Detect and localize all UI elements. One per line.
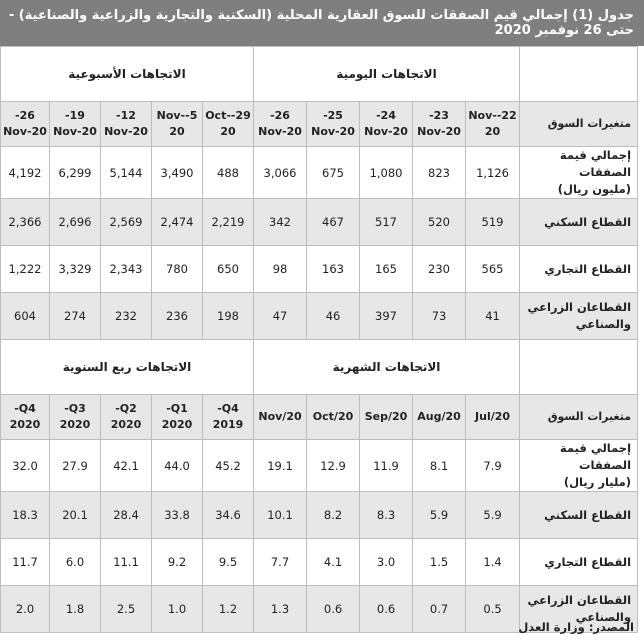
row-label: القطاع التجاري: [520, 246, 638, 293]
table-row: [1, 199, 638, 246]
col-header-daily: 25-Nov-20: [307, 102, 360, 147]
table-title: جدول (1) إجمالي قيم الصفقات للسوق العقارية المحلية (السكنية والتجارية والزراعية والصناعية) - حتى 26 نوفمبر 2020: [8, 8, 634, 38]
cell: 19.1: [254, 440, 307, 492]
section1-group-row: [1, 47, 638, 102]
cell: 11.9: [360, 440, 413, 492]
col-header-quarterly: Q2- 2020: [101, 395, 152, 440]
cell: 519: [466, 199, 520, 246]
col-header-daily: 26-Nov-20: [254, 102, 307, 147]
real-estate-table: [0, 46, 638, 633]
col-header-monthly: Aug/20: [413, 395, 466, 440]
cell: 27.9: [50, 440, 101, 492]
cell: 8.2: [307, 492, 360, 539]
col-header-weekly: 12-Nov-20: [101, 102, 152, 147]
col-header-daily: 23-Nov-20: [413, 102, 466, 147]
cell: 1.3: [254, 586, 307, 633]
row-header-market-variables: متغيرات السوق: [520, 395, 638, 440]
row-label: القطاعان الزراعي والصناعي: [520, 586, 638, 633]
cell: 46: [307, 293, 360, 340]
section2-header-row: [1, 395, 638, 440]
table-row: [1, 246, 638, 293]
col-header-quarterly: Q3- 2020: [50, 395, 101, 440]
cell: 28.4: [101, 492, 152, 539]
cell: 236: [152, 293, 203, 340]
cell: 41: [466, 293, 520, 340]
group-quarterly: الاتجاهات ربع السنوية: [1, 340, 254, 395]
cell: 6.0: [50, 539, 101, 586]
cell: 8.1: [413, 440, 466, 492]
cell: 0.6: [307, 586, 360, 633]
cell: 5.9: [466, 492, 520, 539]
cell: 1.5: [413, 539, 466, 586]
cell: 650: [203, 246, 254, 293]
cell: 2.0: [1, 586, 50, 633]
section2-group-row: [1, 340, 638, 395]
cell: 342: [254, 199, 307, 246]
col-header-weekly: 5-Nov-20: [152, 102, 203, 147]
cell: 1,080: [360, 147, 413, 199]
cell: 9.2: [152, 539, 203, 586]
cell: 0.7: [413, 586, 466, 633]
col-header-weekly: 26-Nov-20: [1, 102, 50, 147]
cell: 163: [307, 246, 360, 293]
cell: 780: [152, 246, 203, 293]
cell: 20.1: [50, 492, 101, 539]
cell: 1.2: [203, 586, 254, 633]
cell: 33.8: [152, 492, 203, 539]
cell: 397: [360, 293, 413, 340]
table-row: [1, 539, 638, 586]
cell: 2.5: [101, 586, 152, 633]
group-monthly: الاتجاهات الشهرية: [254, 340, 520, 395]
cell: 1.0: [152, 586, 203, 633]
table-row: [1, 293, 638, 340]
cell: 0.5: [466, 586, 520, 633]
cell: 7.7: [254, 539, 307, 586]
cell: 34.6: [203, 492, 254, 539]
col-header-quarterly: Q4- 2019: [203, 395, 254, 440]
cell: 2,569: [101, 199, 152, 246]
cell: 7.9: [466, 440, 520, 492]
col-header-monthly: Jul/20: [466, 395, 520, 440]
cell: 5.9: [413, 492, 466, 539]
cell: 11.7: [1, 539, 50, 586]
cell: 47: [254, 293, 307, 340]
cell: 488: [203, 147, 254, 199]
cell: 2,474: [152, 199, 203, 246]
cell: 4.1: [307, 539, 360, 586]
source-note: المصدر: وزارة العدل: [518, 620, 634, 634]
cell: 11.1: [101, 539, 152, 586]
cell: 517: [360, 199, 413, 246]
cell: 165: [360, 246, 413, 293]
table-title-bar: [0, 0, 644, 46]
cell: 274: [50, 293, 101, 340]
cell: 1,222: [1, 246, 50, 293]
cell: 565: [466, 246, 520, 293]
cell: 232: [101, 293, 152, 340]
cell: 98: [254, 246, 307, 293]
cell: 823: [413, 147, 466, 199]
col-header-monthly: Nov/20: [254, 395, 307, 440]
cell: 2,343: [101, 246, 152, 293]
cell: 1,126: [466, 147, 520, 199]
cell: 44.0: [152, 440, 203, 492]
section1-header-row: [1, 102, 638, 147]
cell: 3,329: [50, 246, 101, 293]
row-label: إجمالي قيمة الصفقات (مليار ريال): [520, 440, 638, 492]
cell: 10.1: [254, 492, 307, 539]
cell: 520: [413, 199, 466, 246]
row-label: القطاعان الزراعي والصناعي: [520, 293, 638, 340]
cell: 2,366: [1, 199, 50, 246]
cell: 2,696: [50, 199, 101, 246]
col-header-daily: 24-Nov-20: [360, 102, 413, 147]
group-weekly: الاتجاهات الأسبوعية: [1, 47, 254, 102]
section2-corner: [520, 340, 638, 395]
group-daily: الاتجاهات اليومية: [254, 47, 520, 102]
cell: 45.2: [203, 440, 254, 492]
cell: 1.4: [466, 539, 520, 586]
cell: 0.6: [360, 586, 413, 633]
row-label: القطاع السكني: [520, 199, 638, 246]
cell: 1.8: [50, 586, 101, 633]
col-header-quarterly: Q4- 2020: [1, 395, 50, 440]
row-label: القطاع التجاري: [520, 539, 638, 586]
cell: 9.5: [203, 539, 254, 586]
table-row: [1, 492, 638, 539]
cell: 230: [413, 246, 466, 293]
col-header-quarterly: Q1- 2020: [152, 395, 203, 440]
row-label: القطاع السكني: [520, 492, 638, 539]
table-row: [1, 440, 638, 492]
cell: 32.0: [1, 440, 50, 492]
cell: 2,219: [203, 199, 254, 246]
cell: 8.3: [360, 492, 413, 539]
section1-corner: [520, 47, 638, 102]
row-label: إجمالي قيمة الصفقات (مليون ريال): [520, 147, 638, 199]
cell: 3.0: [360, 539, 413, 586]
cell: 42.1: [101, 440, 152, 492]
cell: 18.3: [1, 492, 50, 539]
cell: 604: [1, 293, 50, 340]
cell: 5,144: [101, 147, 152, 199]
cell: 6,299: [50, 147, 101, 199]
cell: 467: [307, 199, 360, 246]
col-header-weekly: 29-Oct-20: [203, 102, 254, 147]
col-header-monthly: Oct/20: [307, 395, 360, 440]
col-header-monthly: Sep/20: [360, 395, 413, 440]
cell: 4,192: [1, 147, 50, 199]
row-header-market-variables: متغيرات السوق: [520, 102, 638, 147]
cell: 73: [413, 293, 466, 340]
cell: 3,490: [152, 147, 203, 199]
table-row: [1, 147, 638, 199]
col-header-weekly: 19-Nov-20: [50, 102, 101, 147]
cell: 675: [307, 147, 360, 199]
cell: 198: [203, 293, 254, 340]
cell: 12.9: [307, 440, 360, 492]
col-header-daily: 22-Nov-20: [466, 102, 520, 147]
cell: 3,066: [254, 147, 307, 199]
